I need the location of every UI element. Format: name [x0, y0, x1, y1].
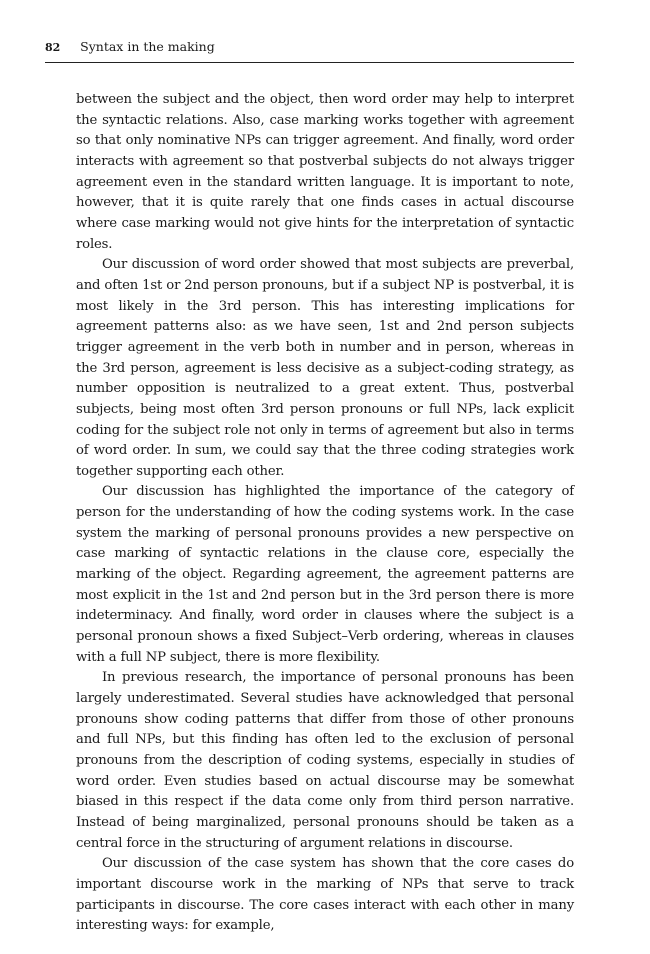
paragraph: Our discussion of the case system has shown that the core cases do important discourse work in the marking of NPs that serve to track participants in discourse. The core cases interact with each other in many interesting ways: for example, [76, 856, 574, 934]
body-text [76, 90, 574, 937]
paragraph: Our discussion of word order showed that most subjects are preverbal, and often 1st or 2nd person pronouns, but if a subject NP is postverbal, it is most likely in the 3rd person. This has interesting implications for agreement patterns also: as we have seen, 1st and 2nd person subjects trigger agreement in the verb both in number and in person, whereas in the 3rd person, agreement is less decisive as a subject-coding strategy, as number opposition is neutralized to a great extent. Thus, postverbal subjects, being most often 3rd person pronouns or full NPs, lack explicit coding for the subject role not only in terms of agreement but also in terms of word order. In sum, we could say that the three coding strategies work together supporting each other. [76, 257, 574, 479]
paragraph: Our discussion has highlighted the importance of the category of person for the understanding of how the coding systems work. In the case system the marking of personal pronouns provides a new perspective on case marking of syntactic relations in the clause core, especially the marking of the object. Regarding agreement, the agreement patterns are most explicit in the 1st and 2nd person but in the 3rd person there is more indeterminacy. And finally, word order in clauses where the subject is a personal pronoun shows a fixed Subject–Verb ordering, whereas in clauses with a full NP subject, there is more flexibility. [76, 484, 574, 665]
running-head [45, 38, 574, 63]
paragraph: In previous research, the importance of personal pronouns has been largely underestimated. Several studies have acknowledged that personal pronouns show coding patterns that differ from those of other pronouns and full NPs, but this finding has often led to the exclusion of personal pronouns from the description of coding systems, especially in studies of word order. Even studies based on actual discourse may be somewhat biased in this respect if the data come only from third person narrative. Instead of being marginalized, personal pronouns should be taken as a central force in the structuring of argument relations in discourse. [76, 670, 574, 851]
page-number: 82 [45, 41, 61, 54]
paragraph: between the subject and the object, then word order may help to interpret the syntactic relations. Also, case marking works together with agreement so that only nominative NPs can trigger agreement. And finally, word order interacts with agreement so that postverbal subjects do not always trigger agreement even in the standard written language. It is important to note, however, that it is quite rarely that one finds cases in actual discourse where case marking would not give hints for the interpretation of syntactic roles. [76, 92, 574, 252]
running-title: Syntax in the making [80, 39, 215, 54]
